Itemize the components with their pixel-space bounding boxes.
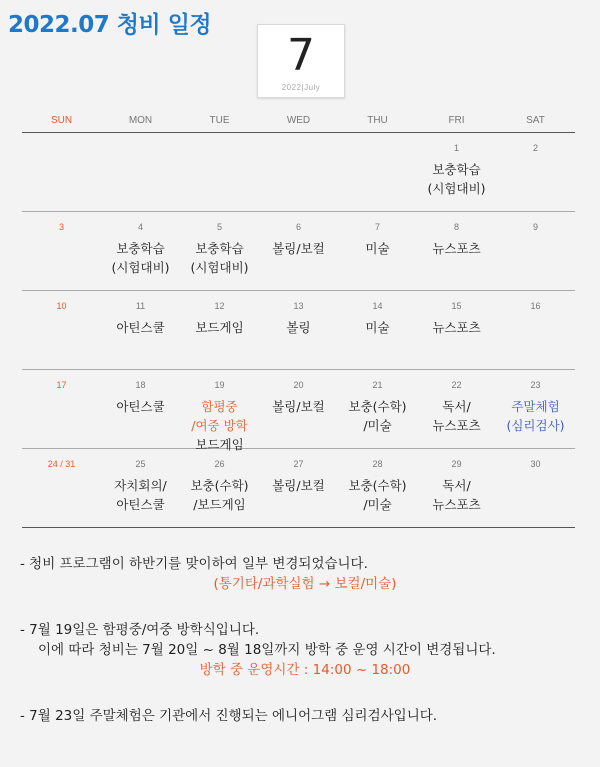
event-label: 미술 [365, 241, 390, 256]
calendar-day [338, 291, 417, 369]
event-label: /보드게임 [193, 497, 246, 512]
day-events [180, 397, 259, 454]
calendar-day [338, 133, 417, 211]
calendar-day [259, 212, 338, 290]
event-label: 뉴스포츠 [432, 497, 481, 512]
day-events [338, 476, 417, 514]
event-label: 뉴스포츠 [432, 241, 481, 256]
event-label: 아틴스쿨 [116, 320, 165, 335]
month-number: 7 [287, 30, 315, 81]
day-number: 6 [295, 222, 301, 232]
weekday-1: MON [128, 115, 153, 126]
event-label: 볼링/보컬 [272, 241, 325, 256]
day-events [496, 397, 575, 435]
weekday-5: FRI [448, 115, 465, 126]
calendar-day [259, 370, 338, 448]
event-label: /여중 방학 [191, 418, 248, 433]
day-events [417, 476, 496, 514]
day-number: 22 [451, 380, 462, 390]
day-number: 5 [216, 222, 222, 232]
day-events [338, 239, 417, 258]
calendar-week [22, 212, 575, 291]
day-events [180, 239, 259, 277]
day-number: 30 [530, 459, 541, 469]
calendar-day [180, 133, 259, 211]
weekday-4: THU [367, 115, 388, 126]
day-number: 13 [293, 301, 304, 311]
calendar-day [417, 212, 496, 290]
calendar-day [496, 449, 575, 527]
note-program-change: - 청비 프로그램이 하반기를 맞이하여 일부 변경되었습니다. [20, 556, 368, 572]
calendar-day [338, 370, 417, 448]
event-label: (심리검사) [506, 418, 565, 433]
calendar-day [101, 133, 180, 211]
day-events [259, 239, 338, 258]
calendar [22, 110, 575, 528]
calendar-day [259, 449, 338, 527]
calendar-day [338, 212, 417, 290]
event-label: 독서/ [442, 478, 471, 493]
day-number: 18 [135, 380, 146, 390]
notes-section [20, 554, 590, 726]
day-number [259, 143, 338, 155]
event-label: 볼링/보컬 [272, 399, 325, 414]
month-subtitle: 2022|July [281, 83, 321, 92]
weekday-2: TUE [209, 115, 230, 126]
calendar-day [101, 449, 180, 527]
event-label: 보충(수학) [348, 399, 407, 414]
event-label: 보드게임 [195, 437, 244, 452]
day-number: 12 [214, 301, 225, 311]
event-label: 보충학습 [195, 241, 244, 256]
day-number: 19 [214, 380, 225, 390]
day-number: 25 [135, 459, 146, 469]
day-number: 1 [453, 143, 459, 153]
day-number: 14 [372, 301, 383, 311]
event-label: 주말체험 [511, 399, 560, 414]
calendar-day [496, 212, 575, 290]
weekday-0: SUN [50, 115, 73, 126]
calendar-week [22, 291, 575, 370]
day-number: 27 [293, 459, 304, 469]
calendar-week [22, 449, 575, 528]
event-label: 함평중 [201, 399, 238, 414]
calendar-day [22, 370, 101, 448]
event-label: 독서/ [442, 399, 471, 414]
event-label: 볼링/보컬 [272, 478, 325, 493]
day-events [417, 318, 496, 337]
calendar-day [180, 449, 259, 527]
calendar-day [417, 291, 496, 369]
calendar-day [338, 449, 417, 527]
note-program-change-detail: (통기타/과학실험 → 보컬/미술) [213, 576, 397, 592]
day-number: 24 / 31 [47, 459, 76, 469]
day-number [180, 143, 259, 155]
event-label: 보드게임 [195, 320, 244, 335]
day-events [417, 397, 496, 435]
day-events [180, 318, 259, 337]
page-title: 2022.07 청비 일정 [8, 12, 212, 38]
calendar-week [22, 133, 575, 212]
day-number [22, 143, 101, 155]
note-vacation: - 7월 19일은 함평중/여중 방학식입니다. [20, 622, 260, 638]
event-label: (시험대비) [111, 260, 170, 275]
calendar-day [101, 212, 180, 290]
day-number: 23 [530, 380, 541, 390]
day-events [338, 397, 417, 435]
day-number: 16 [530, 301, 541, 311]
day-number: 29 [451, 459, 462, 469]
day-events [259, 397, 338, 416]
event-label: 보충(수학) [190, 478, 249, 493]
calendar-day [180, 370, 259, 452]
event-label: 아틴스쿨 [116, 399, 165, 414]
day-number: 8 [453, 222, 459, 232]
calendar-day [417, 133, 496, 211]
event-label: 뉴스포츠 [432, 320, 481, 335]
weekday-header-row [22, 110, 575, 133]
event-label: 아틴스쿨 [116, 497, 165, 512]
calendar-day [417, 370, 496, 448]
calendar-day [22, 449, 101, 527]
calendar-day [417, 449, 496, 527]
day-number: 10 [56, 301, 67, 311]
day-number [338, 143, 417, 155]
calendar-week [22, 370, 575, 452]
calendar-day [22, 133, 101, 211]
note-vacation-hours: 방학 중 운영시간 : 14:00 ~ 18:00 [199, 662, 411, 678]
calendar-day [22, 291, 101, 369]
day-number: 15 [451, 301, 462, 311]
calendar-day [101, 370, 180, 448]
day-number: 20 [293, 380, 304, 390]
event-label: 미술 [365, 320, 390, 335]
day-number: 26 [214, 459, 225, 469]
event-label: 볼링 [286, 320, 311, 335]
month-card [257, 24, 345, 98]
note-vacation-detail: 이에 따라 청비는 7월 20일 ~ 8월 18일까지 방학 중 운영 시간이 변경됩니다. [38, 642, 496, 658]
weekday-6: SAT [526, 115, 545, 126]
calendar-day [496, 133, 575, 211]
day-events [101, 318, 180, 337]
calendar-day [101, 291, 180, 369]
day-events [101, 239, 180, 277]
day-events [101, 397, 180, 416]
day-number: 4 [137, 222, 143, 232]
day-number: 3 [58, 222, 64, 232]
calendar-day [180, 291, 259, 369]
calendar-day [259, 133, 338, 211]
day-number: 9 [532, 222, 538, 232]
event-label: /미술 [363, 497, 392, 512]
weekday-3: WED [286, 115, 311, 126]
event-label: (시험대비) [190, 260, 249, 275]
event-label: 보충학습 [116, 241, 165, 256]
day-number: 21 [372, 380, 383, 390]
day-events [417, 239, 496, 258]
day-events [259, 318, 338, 337]
day-number: 7 [374, 222, 380, 232]
event-label: 보충(수학) [348, 478, 407, 493]
day-events [259, 476, 338, 495]
calendar-day [496, 370, 575, 448]
calendar-day [180, 212, 259, 290]
calendar-day [496, 291, 575, 369]
calendar-day [259, 291, 338, 369]
day-events [338, 318, 417, 337]
day-events [101, 476, 180, 514]
day-events [180, 476, 259, 514]
day-number: 2 [532, 143, 538, 153]
event-label: (시험대비) [427, 181, 486, 196]
day-number: 11 [135, 301, 146, 311]
note-weekend-activity: - 7월 23일 주말체험은 기관에서 진행되는 에니어그램 심리검사입니다. [20, 708, 438, 724]
calendar-weeks [22, 133, 575, 528]
calendar-day [22, 212, 101, 290]
event-label: 뉴스포츠 [432, 418, 481, 433]
event-label: 자치회의/ [114, 478, 167, 493]
day-number: 28 [372, 459, 383, 469]
day-events [417, 160, 496, 198]
event-label: 보충학습 [432, 162, 481, 177]
day-number: 17 [56, 380, 67, 390]
event-label: /미술 [363, 418, 392, 433]
day-number [101, 143, 180, 155]
